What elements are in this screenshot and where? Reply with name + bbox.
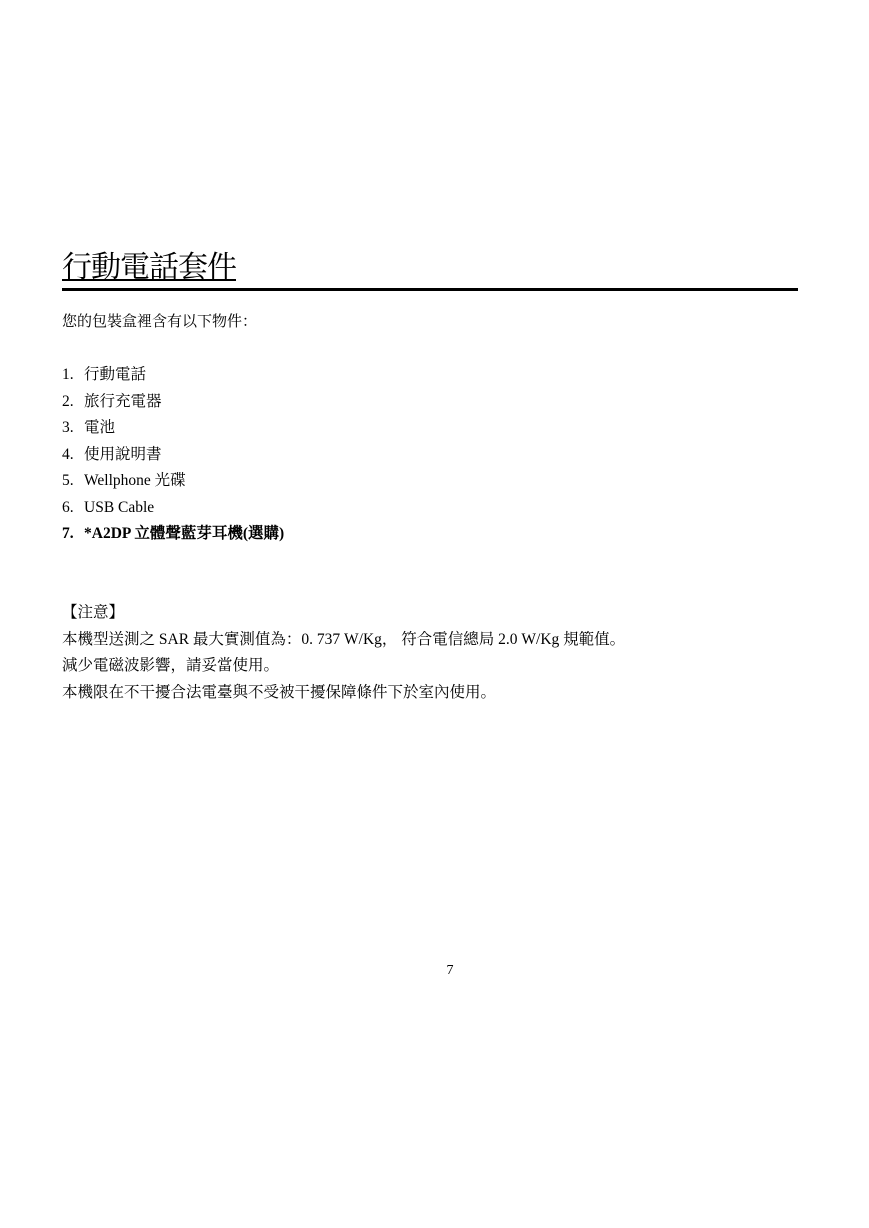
list-item-text: 電池 [84,419,116,436]
list-item-number: 4. [62,445,74,463]
list-item-number: 2. [62,392,74,410]
notice-title: 【注意】 [62,604,125,621]
list-item-number: 7. [62,525,74,542]
list-item [62,365,284,392]
list-item-text: Wellphone 光碟 [84,472,186,489]
list-item-number: 1. [62,366,74,383]
list-item-number: 6. [62,498,74,516]
list-item-number: 3. [62,419,74,436]
list-item [62,445,284,472]
list-item-optional [62,524,284,551]
list-item [62,471,284,498]
list-item [62,392,284,419]
list-item [62,418,284,445]
notice-line: 本機型送測之 SAR 最大實測值為：0. 737 W/Kg， 符合電信總局 2.0 W/Kg 規範值。 [62,630,626,648]
list-item-text: USB Cable [84,498,155,516]
section-heading-rule [62,250,798,291]
notice-block [62,600,625,706]
list-item-number: 5. [62,472,74,489]
list-item-text: 使用說明書 [84,445,162,463]
package-contents-list [62,365,284,551]
list-item [62,498,284,525]
list-item-text: 行動電話 [84,366,147,383]
notice-line: 本機限在不干擾合法電臺與不受被干擾保障條件下於室內使用。 [62,683,497,701]
intro-text: 您的包裝盒裡含有以下物件： [62,314,258,330]
list-item-text: *A2DP 立體聲藍芽耳機(選購) [84,525,285,542]
page-number: 7 [446,963,454,978]
section-heading: 行動電話套件 [62,250,236,285]
notice-line: 減少電磁波影響，請妥當使用。 [62,657,280,674]
list-item-text: 旅行充電器 [84,392,162,410]
